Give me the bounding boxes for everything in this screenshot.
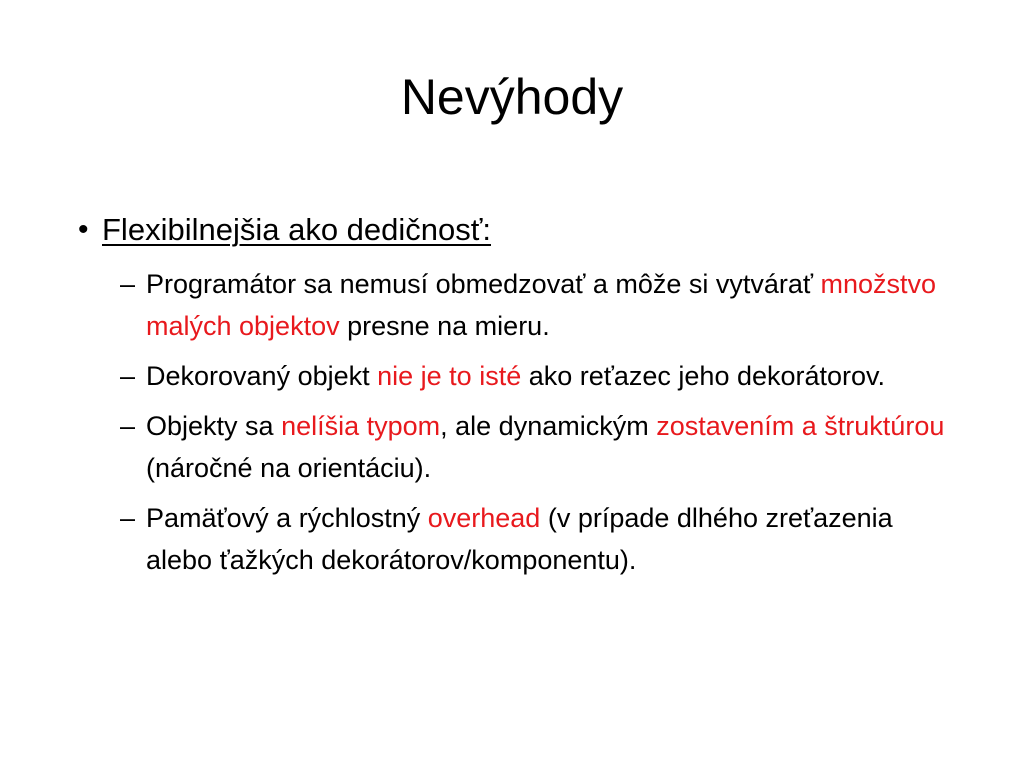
bullet-dot-icon: • xyxy=(78,213,89,246)
highlighted-text: nie je to isté xyxy=(377,361,522,391)
dash-icon: – xyxy=(120,269,136,299)
sub-bullet-text: Programátor sa nemusí obmedzovať a môže si vytvárať xyxy=(146,269,821,299)
sub-bullet-text: presne na mieru. xyxy=(339,311,550,341)
sub-bullet xyxy=(88,355,958,397)
sub-bullet-text: , ale dynamickým xyxy=(440,411,657,441)
sub-bullet-text: (v prípade dlhého zreťazenia alebo ťažkých dekorátorov/komponentu). xyxy=(146,503,893,575)
dash-icon: – xyxy=(120,503,136,533)
sub-bullet-list xyxy=(88,263,958,581)
dash-icon: – xyxy=(120,361,136,391)
main-bullet xyxy=(78,205,958,255)
sub-bullet-text: Objekty sa xyxy=(146,411,282,441)
slide-content xyxy=(78,205,958,589)
sub-bullet xyxy=(88,263,958,347)
dash-icon: – xyxy=(120,411,136,441)
sub-bullet-text: (náročné na orientáciu). xyxy=(146,453,432,483)
highlighted-text: množstvo malých objektov xyxy=(146,269,937,341)
sub-bullet xyxy=(88,405,958,489)
sub-bullet xyxy=(88,497,958,581)
main-bullet-text: Flexibilnejšia ako dedičnosť: xyxy=(102,212,491,247)
highlighted-text: zostavením a štruktúrou xyxy=(656,411,945,441)
highlighted-text: overhead xyxy=(427,503,541,533)
highlighted-text: nelíšia typom xyxy=(281,411,441,441)
sub-bullet-text: Dekorovaný objekt xyxy=(146,361,378,391)
sub-bullet-text: ako reťazec jeho dekorátorov. xyxy=(521,361,886,391)
slide-title: Nevýhody xyxy=(400,69,624,125)
sub-bullet-text: Pamäťový a rýchlostný xyxy=(146,503,428,533)
